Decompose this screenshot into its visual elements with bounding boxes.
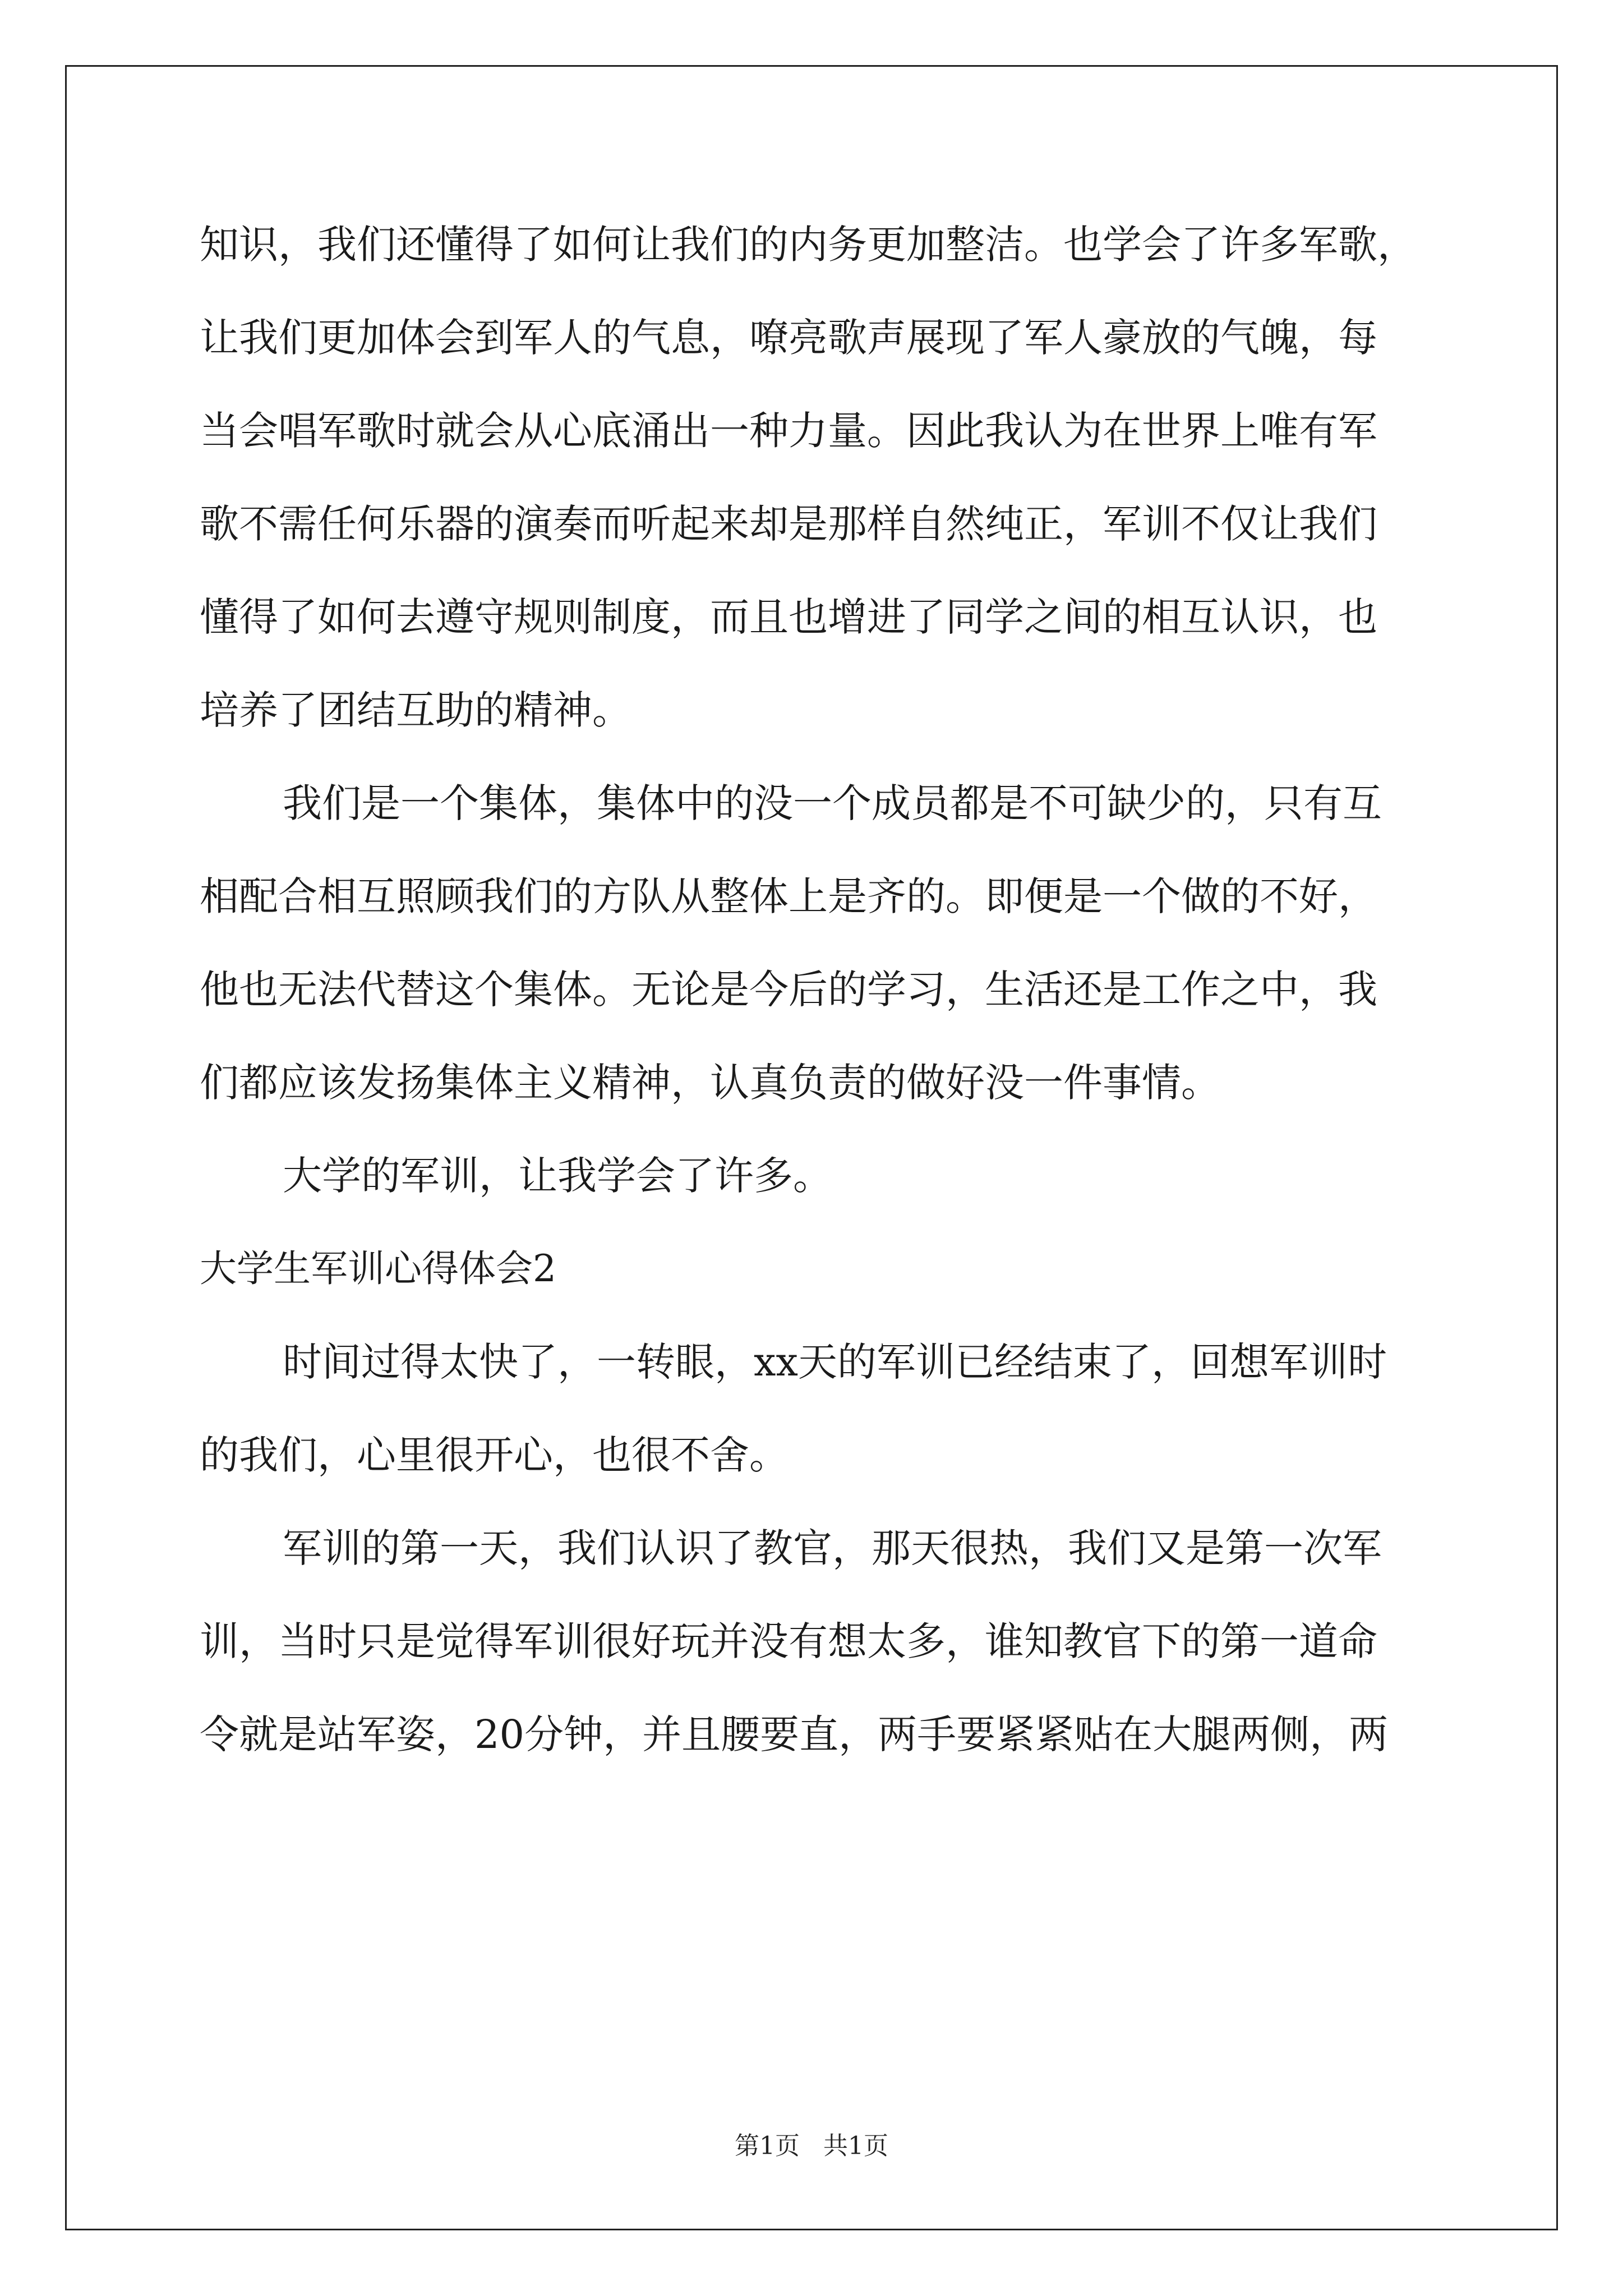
paragraph-start-line: 我们是一个集体，集体中的没一个成员都是不可缺少的，只有互 bbox=[283, 780, 1382, 826]
text-line: 相配合相互照顾我们的方队从整体上是齐的。即便是一个做的不好， bbox=[200, 873, 1377, 919]
text-line: 他也无法代替这个集体。无论是今后的学习，生活还是工作之中，我 bbox=[200, 967, 1377, 1013]
text-line: 培养了团结互助的精神。 bbox=[200, 687, 631, 733]
text-line: 当会唱军歌时就会从心底涌出一种力量。因此我认为在世界上唯有军 bbox=[200, 408, 1377, 454]
document-body bbox=[200, 198, 1433, 1781]
text-line: 歌不需任何乐器的演奏而听起来却是那样自然纯正，军训不仅让我们 bbox=[200, 501, 1377, 547]
text-line: 们都应该发扬集体主义精神，认真负责的做好没一件事情。 bbox=[200, 1060, 1220, 1106]
text-line: 令就是站军姿，20分钟，并且腰要直，两手要紧紧贴在大腿两侧，两 bbox=[200, 1711, 1389, 1757]
section-heading: 大学生军训心得体会2 bbox=[200, 1247, 556, 1290]
text-line: 懂得了如何去遵守规则制度，而且也增进了同学之间的相互认识，也 bbox=[200, 594, 1377, 640]
text-line: 让我们更加体会到军人的气息，嘹亮歌声展现了军人豪放的气魄，每 bbox=[200, 315, 1377, 361]
text-line: 训，当时只是觉得军训很好玩并没有想太多，谁知教官下的第一道命 bbox=[200, 1618, 1377, 1664]
text-line: 的我们，心里很开心，也很不舍。 bbox=[200, 1432, 789, 1478]
paragraph-start-line: 军训的第一天，我们认识了教官，那天很热，我们又是第一次军 bbox=[283, 1525, 1382, 1571]
paragraph-start-line: 大学的军训，让我学会了许多。 bbox=[283, 1153, 832, 1199]
text-line: 知识，我们还懂得了如何让我们的内务更加整洁。也学会了许多军歌， bbox=[200, 222, 1417, 268]
paragraph-start-line: 时间过得太快了，一转眼，xx天的军训已经结束了，回想军训时 bbox=[283, 1339, 1387, 1385]
page-number-footer: 第1页 共1页 bbox=[735, 2132, 888, 2160]
